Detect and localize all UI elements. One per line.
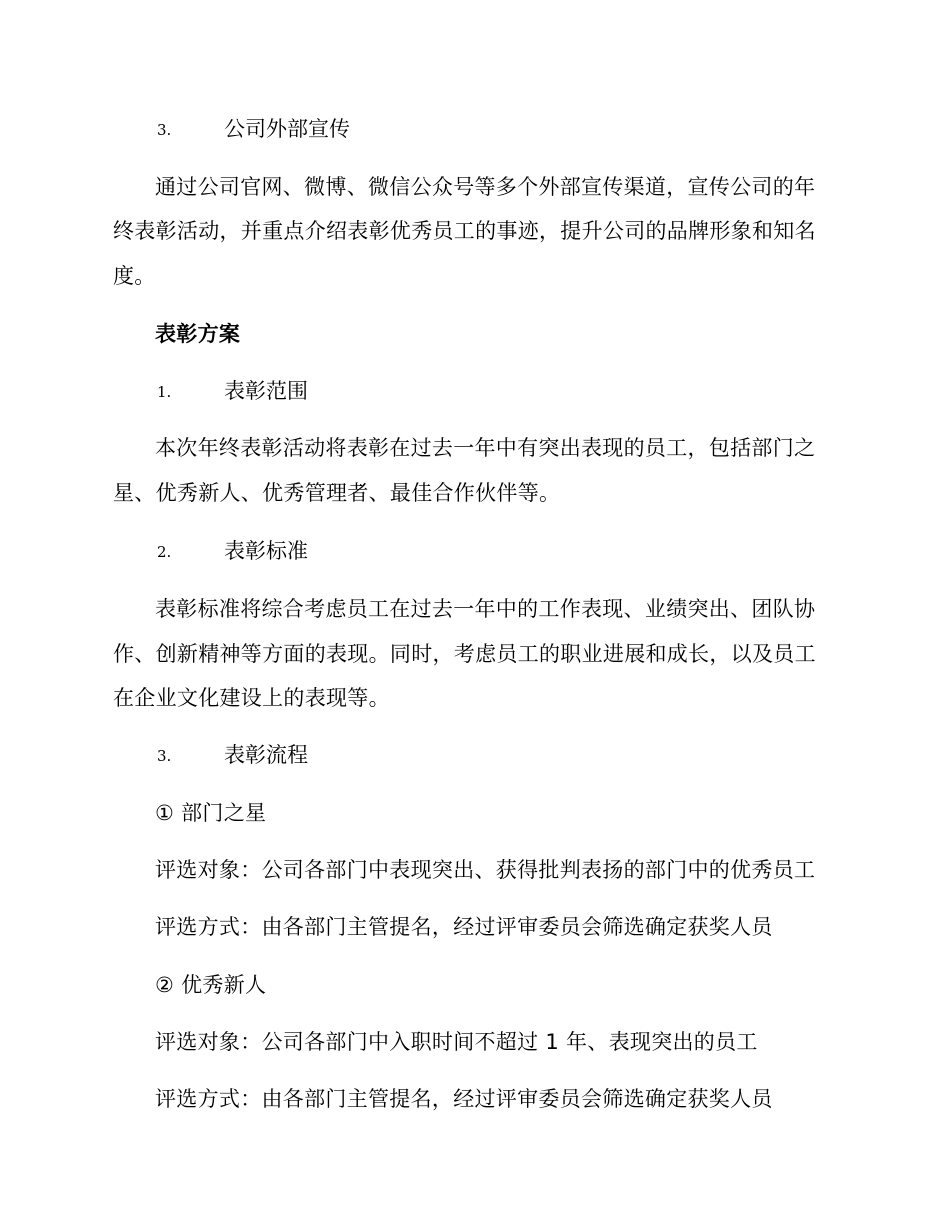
award-target: 评选对象：公司各部门中入职时间不超过 1 年、表现突出的员工 — [155, 1030, 758, 1054]
award-title: ② 优秀新人 — [155, 973, 267, 997]
award-method: 评选方式：由各部门主管提名，经过评审委员会筛选确定获奖人员 — [155, 915, 773, 939]
item-title: 表彰流程 — [224, 743, 308, 767]
paragraph-line: 星、优秀新人、优秀管理者、最佳合作伙伴等。 — [113, 481, 561, 505]
paragraph-line: 作、创新精神等方面的表现。同时，考虑员工的职业进展和成长，以及员工 — [113, 642, 816, 666]
paragraph-line: 本次年终表彰活动将表彰在过去一年中有突出表现的员工，包括部门之 — [155, 436, 816, 460]
paragraph-line: 终表彰活动，并重点介绍表彰优秀员工的事迹，提升公司的品牌形象和知名 — [113, 219, 816, 243]
paragraph-line: 表彰标准将综合考虑员工在过去一年中的工作表现、业绩突出、团队协 — [155, 597, 816, 621]
item-number: 2. — [157, 543, 172, 561]
award-method: 评选方式：由各部门主管提名，经过评审委员会筛选确定获奖人员 — [155, 1087, 773, 1111]
item-number: 1. — [157, 383, 172, 401]
section-heading: 表彰方案 — [155, 322, 241, 346]
paragraph-line: 通过公司官网、微博、微信公众号等多个外部宣传渠道，宣传公司的年 — [155, 175, 816, 199]
award-title: ① 部门之星 — [155, 801, 267, 825]
paragraph-line: 在企业文化建设上的表现等。 — [113, 686, 390, 710]
item-title: 表彰范围 — [224, 379, 308, 403]
item-number: 3. — [157, 747, 172, 765]
paragraph-line: 度。 — [113, 264, 156, 288]
section-number: 3. — [157, 121, 172, 139]
item-title: 表彰标准 — [224, 539, 308, 563]
award-target: 评选对象：公司各部门中表现突出、获得批判表扬的部门中的优秀员工 — [155, 858, 816, 882]
section-title: 公司外部宣传 — [224, 117, 350, 141]
